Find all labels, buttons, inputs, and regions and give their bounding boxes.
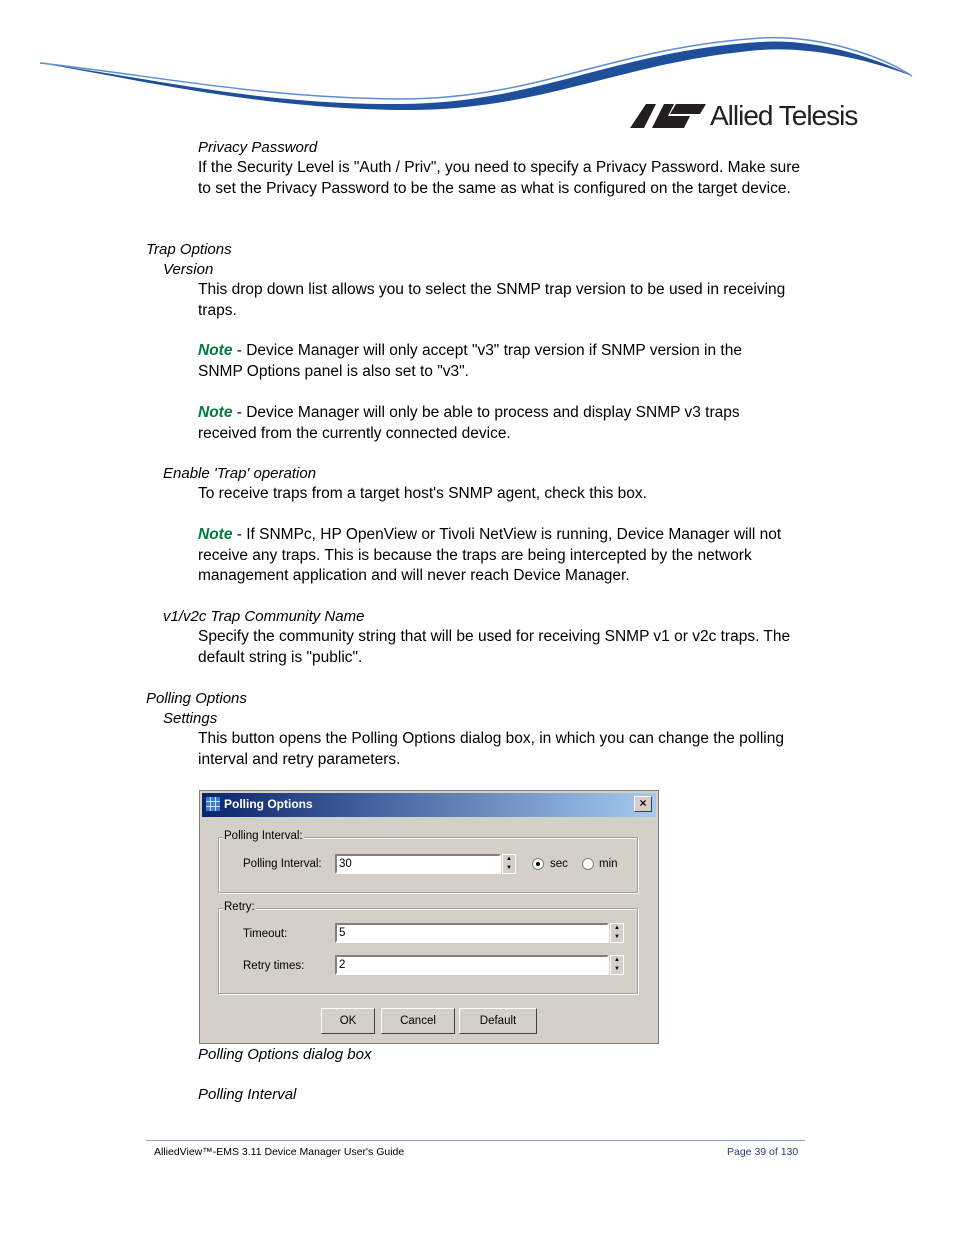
enable-trap-text: To receive traps from a target host's SNMP agent, check this box. [198,485,647,502]
community-heading: v1/v2c Trap Community Name [163,608,365,625]
figure-caption: Polling Options dialog box [198,1046,372,1063]
ok-button[interactable]: OK [321,1008,375,1034]
polling-interval-label: Polling Interval: [243,858,322,870]
note-1-text: - Device Manager will only accept "v3" trap version if SNMP version in the SNMP Options panel is also set to "v3". [198,342,742,380]
note-label: Note [198,404,233,421]
footer-divider [146,1140,805,1141]
retry-times-spinner[interactable]: ▲ ▼ [610,955,624,975]
sec-radio[interactable] [532,858,544,870]
settings-text: This button opens the Polling Options dialog box, in which you can change the polling interval and retry parameters. [198,730,784,768]
note-label: Note [198,526,233,543]
settings-heading: Settings [163,710,218,727]
note-3-text: - If SNMPc, HP OpenView or Tivoli NetView is running, Device Manager will not receive any traps. This is because the traps are being intercepted by the network management application and will never reach Device Manager. [198,526,782,584]
dialog-title: Polling Options [224,797,313,811]
logo-text: Allied Telesis [710,100,858,131]
note-1 [198,341,788,382]
enable-trap-heading: Enable 'Trap' operation [163,465,317,482]
min-radio[interactable] [582,858,594,870]
note-3 [198,525,798,587]
privacy-password-text: If the Security Level is "Auth / Priv", you need to specify a Privacy Password. Make sure to set the Privacy Password to be the same as what is configured on the target device. [198,159,800,197]
note-2-text: - Device Manager will only be able to process and display SNMP v3 traps received from the currently connected device. [198,404,740,442]
version-text: This drop down list allows you to select the SNMP trap version to be used in receiving traps. [198,281,786,319]
app-grid-icon [206,797,220,811]
allied-telesis-logo-icon [630,102,706,130]
polling-options-heading: Polling Options [146,690,247,707]
sec-label: sec [550,858,568,870]
polling-interval-spinner[interactable]: ▲ ▼ [502,854,516,874]
polling-interval-heading: Polling Interval [198,1086,297,1103]
min-label: min [599,858,618,870]
trap-options-heading: Trap Options [146,241,232,258]
retry-group-label: Retry: [224,901,255,913]
community-text: Specify the community string that will be used for receiving SNMP v1 or v2c traps. The default string is "public". [198,628,791,666]
timeout-label: Timeout: [243,928,288,940]
default-button[interactable]: Default [459,1008,537,1034]
footer-page-number: Page 39 of 130 [727,1146,799,1158]
company-logo [630,100,857,132]
retry-times-label: Retry times: [243,960,305,972]
cancel-button[interactable]: Cancel [381,1008,455,1034]
privacy-password-heading: Privacy Password [198,139,318,156]
timeout-input[interactable]: 5 [335,923,609,943]
dialog-titlebar [202,793,656,817]
close-icon[interactable]: × [634,796,652,812]
polling-options-dialog [199,790,659,1044]
version-heading: Version [163,261,214,278]
timeout-spinner[interactable]: ▲ ▼ [610,923,624,943]
retry-times-input[interactable]: 2 [335,955,609,975]
footer-doc-title: AlliedView™-EMS 3.11 Device Manager User's Guide [154,1146,405,1158]
polling-interval-input[interactable]: 30 [335,854,501,874]
polling-interval-group-label: Polling Interval: [224,830,303,842]
retry-group [218,901,638,994]
note-2 [198,403,788,444]
note-label: Note [198,342,233,359]
